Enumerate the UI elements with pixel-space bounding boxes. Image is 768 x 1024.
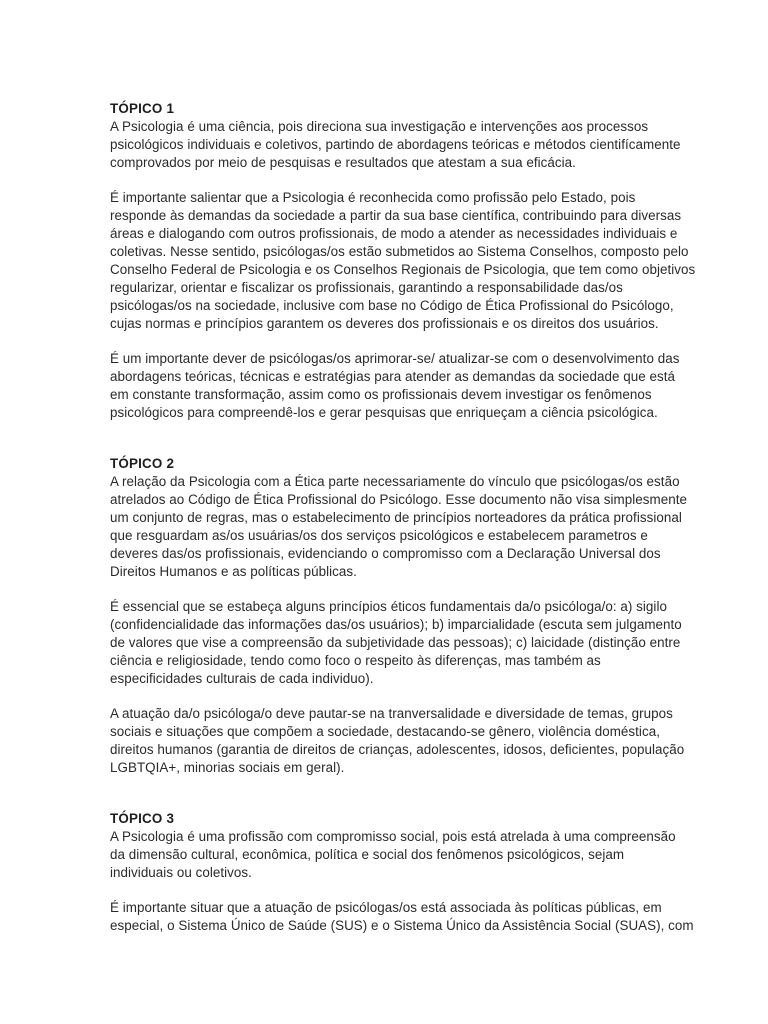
text-line: direitos humanos (garantia de direitos de crianças, adolescentes, idosos, deficientes, população [110,742,685,757]
topic-1-paragraph-1 [110,118,700,172]
text-line: sociais e situações que compõem a sociedade, destacando-se gênero, violência doméstica, [110,724,660,739]
text-line: especial, o Sistema Único de Saúde (SUS) e o Sistema Único da Assistência Social (SUAS), com [110,918,694,933]
topic-2-paragraph-2 [110,598,700,688]
text-line: A relação da Psicologia com a Ética parte necessariamente do vínculo que psicólogas/os estão [110,474,680,489]
text-line: responde às demandas da sociedade a partir da sua base científica, contribuindo para diversas [110,208,682,223]
topic-1-paragraph-3 [110,350,700,422]
text-line: psicológicos individuais e coletivos, partindo de abordagens teóricas e métodos cientifícamente [110,137,681,152]
topic-3-heading: TÓPICO 3 [110,811,175,826]
text-line: áreas e dialogando com outros profissionais, de modo a atender as necessidades individuais e [110,226,678,241]
topic-2-section [110,455,700,777]
topic-2-paragraph-1 [110,473,700,581]
text-line: LGBTQIA+, minorias sociais em geral). [110,760,345,775]
text-line: A atuação da/o psicóloga/o deve pautar-se na tranversalidade e diversidade de temas, grupos [110,706,673,721]
text-line: É essencial que se estabeça alguns princípios éticos fundamentais da/o psicóloga/o: a) sigilo [110,599,667,614]
text-line: abordagens teóricas, técnicas e estratégias para atender as demandas da sociedade que está [110,369,676,384]
topic-3-section [110,810,700,935]
text-line: Direitos Humanos e as políticas públicas. [110,564,357,579]
text-line: da dimensão cultural, econômica, política e social dos fenômenos psicológicos, sejam [110,847,625,862]
text-line: regularizar, orientar e fiscalizar os profissionais, garantindo a responsabilidade das/os [110,280,623,295]
text-line: (confidencialidade das informações das/os usuários); b) imparcialidade (escuta sem julgamento [110,617,682,632]
document-page [110,100,700,935]
text-line: psicólogas/os na sociedade, inclusive com base no Código de Ética Profissional do Psicólogo, [110,298,674,313]
topic-1-heading: TÓPICO 1 [110,101,175,116]
text-line: ciência e religiosidade, tendo como foco o respeito às diferenças, mas também as [110,653,601,668]
topic-2-paragraph-3 [110,705,700,777]
text-line: coletivas. Nesse sentido, psicólogas/os estão submetidos ao Sistema Conselhos, composto pelo [110,244,689,259]
text-line: Conselho Federal de Psicologia e os Conselhos Regionais de Psicologia, que tem como objetivos [110,262,696,277]
text-line: cujas normas e princípios garantem os deveres dos profissionais e os direitos dos usuários. [110,316,659,331]
text-line: especificidades culturais de cada individuo). [110,671,374,686]
topic-1-paragraph-2 [110,189,700,333]
text-line: deveres das/os profissionais, evidenciando o compromisso com a Declaração Universal dos [110,546,661,561]
topic-3-paragraph-2 [110,899,700,935]
text-line: atrelados ao Código de Ética Profissional do Psicólogo. Esse documento não visa simplesmente [110,492,687,507]
topic-1-section [110,100,700,422]
text-line: É um importante dever de psicólogas/os aprimorar-se/ atualizar-se com o desenvolvimento das [110,351,680,366]
topic-3-paragraph-1 [110,828,700,882]
text-line: É importante situar que a atuação de psicólogas/os está associada às políticas públicas, em [110,900,662,915]
text-line: individuais ou coletivos. [110,865,252,880]
topic-2-heading: TÓPICO 2 [110,456,175,471]
text-line: psicológicos para compreendê-los e gerar pesquisas que enriqueçam a ciência psicológica. [110,405,658,420]
text-line: um conjunto de regras, mas o estabelecimento de princípios norteadores da prática profissional [110,510,682,525]
text-line: A Psicologia é uma ciência, pois direciona sua investigação e intervenções aos processos [110,119,649,134]
text-line: comprovados por meio de pesquisas e resultados que atestam a sua eficácia. [110,155,576,170]
text-line: em constante transformação, assim como os profissionais devem investigar os fenômenos [110,387,652,402]
text-line: É importante salientar que a Psicologia é reconhecida como profissão pelo Estado, pois [110,190,636,205]
text-line: que resguardam as/os usuárias/os dos serviços psicológicos e estabelecem parametros e [110,528,648,543]
text-line: A Psicologia é uma profissão com compromisso social, pois está atrelada à uma compreensão [110,829,676,844]
text-line: de valores que vise a compreensão da subjetividade das pessoas); c) laicidade (distinção entre [110,635,681,650]
